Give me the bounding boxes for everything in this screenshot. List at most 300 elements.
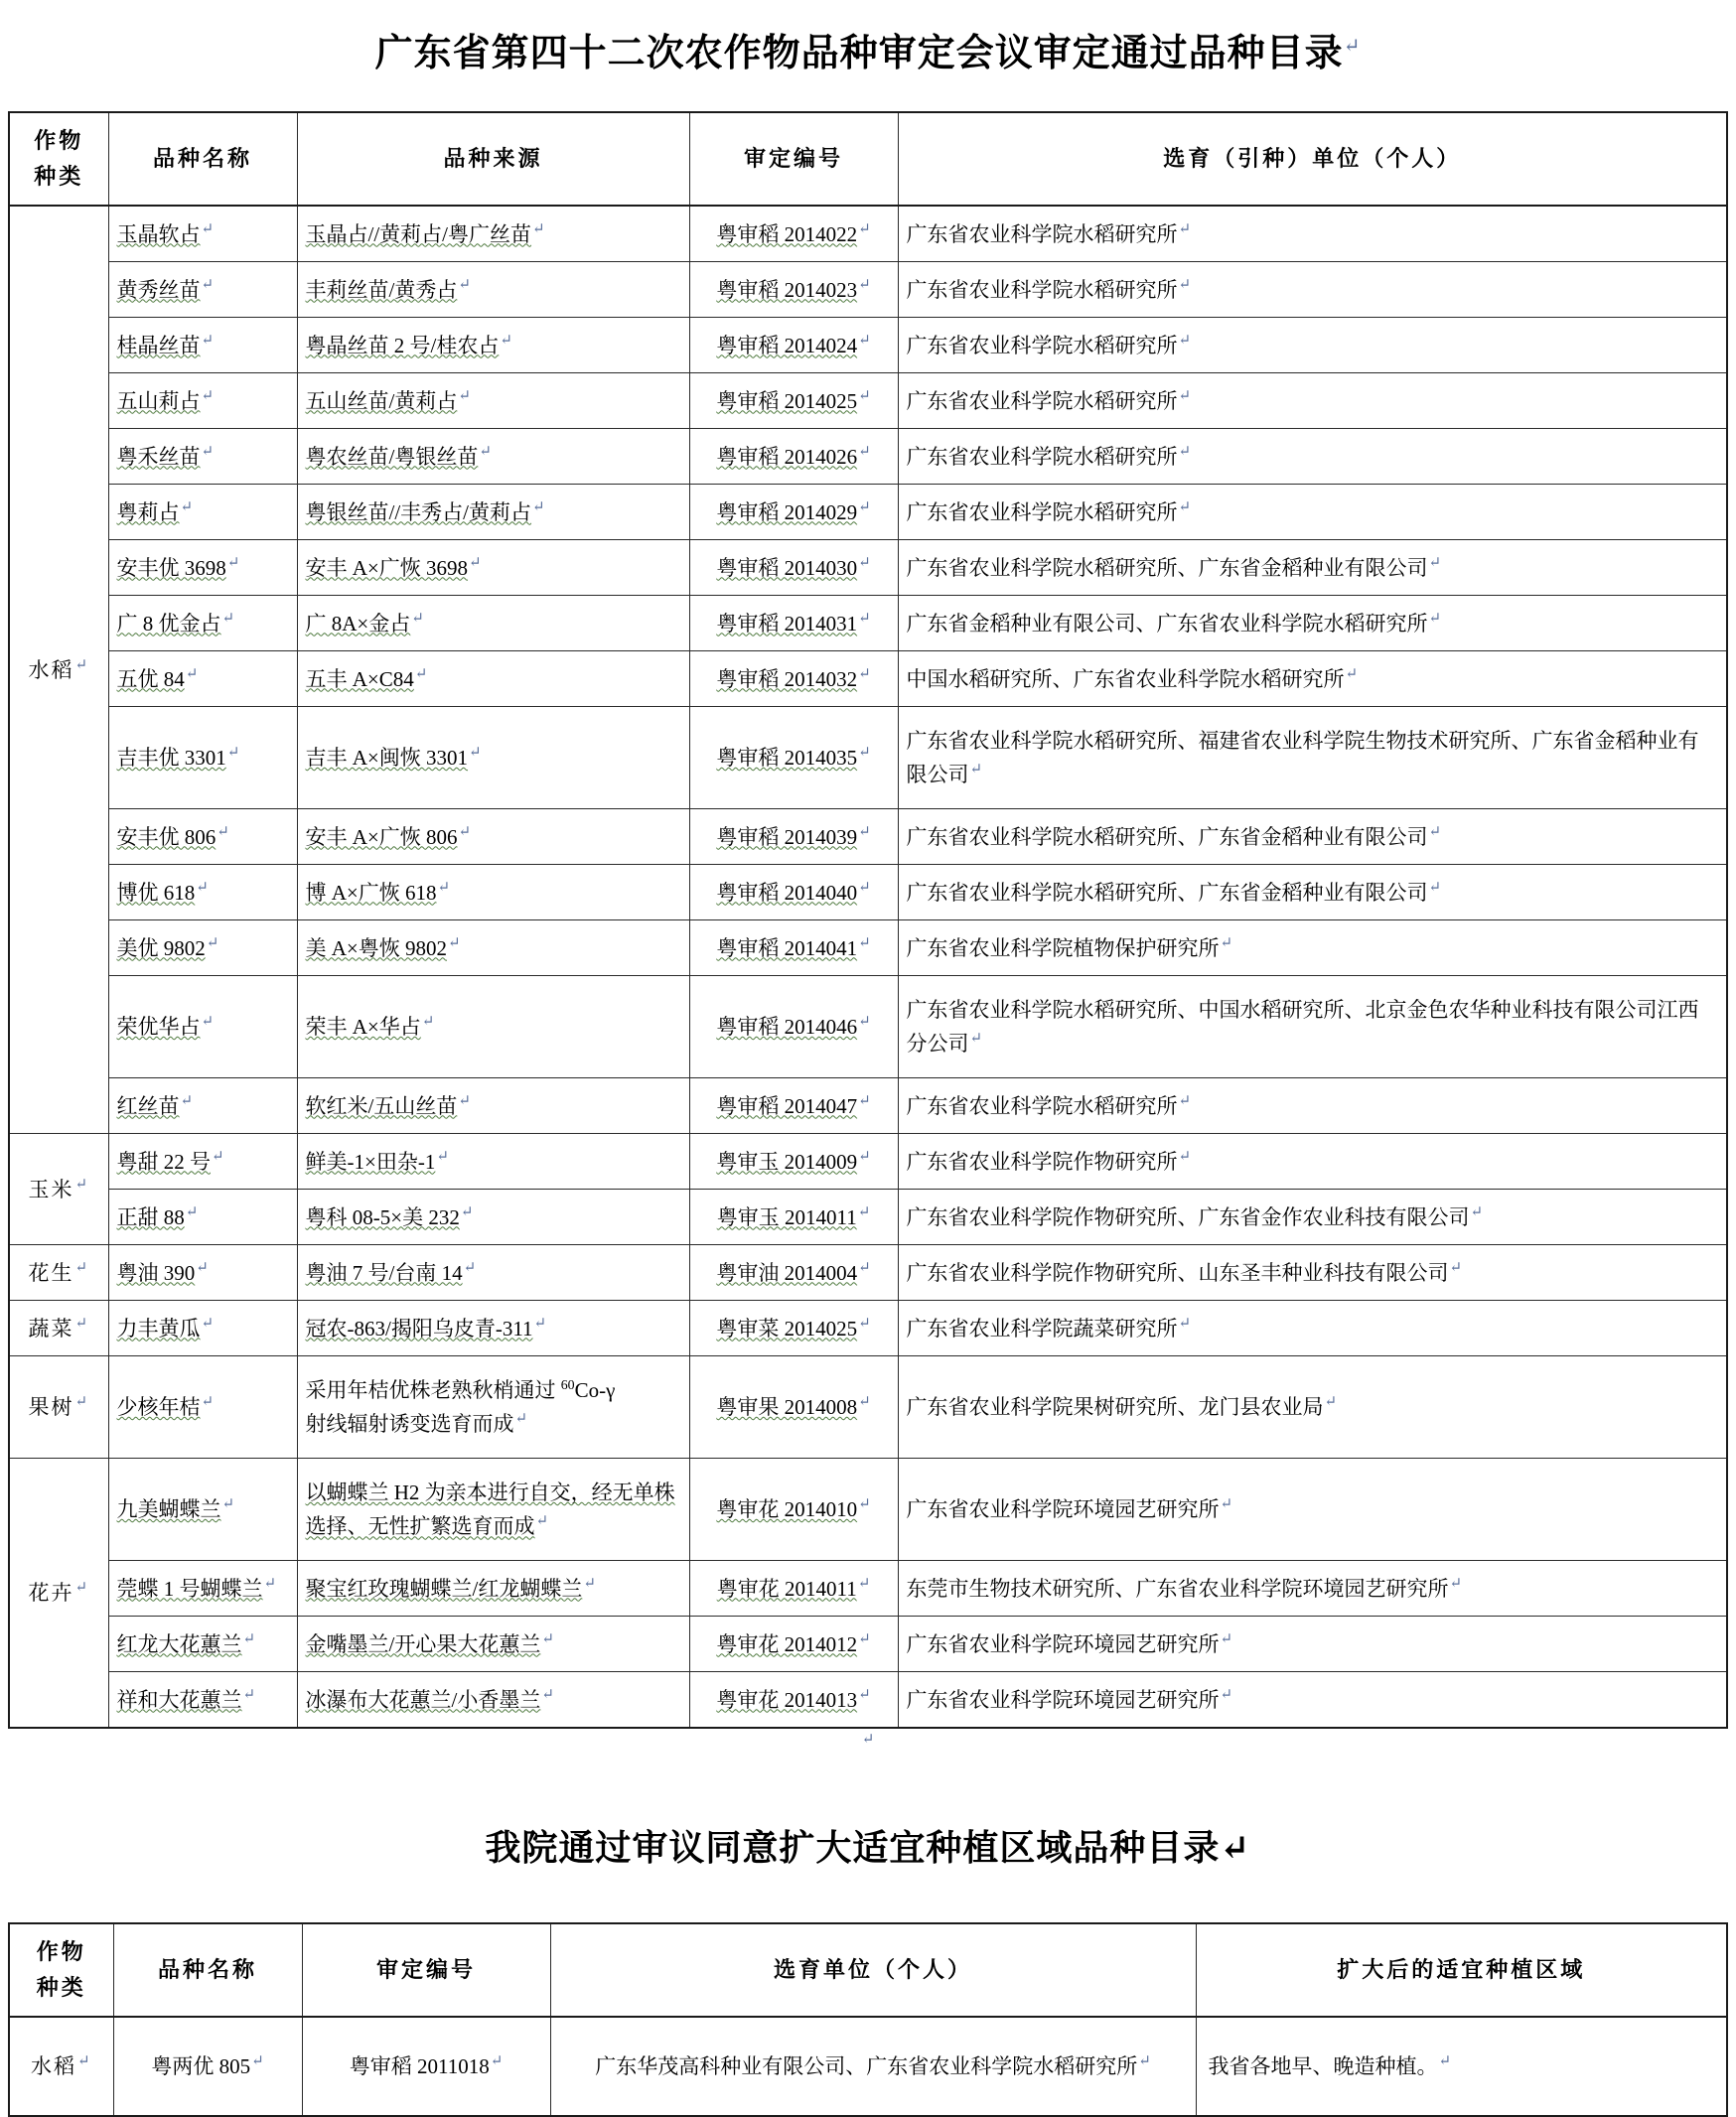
cell-variety-name xyxy=(108,429,297,485)
cell-variety-name-text: 少核年桔 xyxy=(116,1395,201,1420)
cell-approval-code xyxy=(689,1672,898,1729)
cell-variety-name xyxy=(108,920,297,976)
cell-variety-name xyxy=(108,976,297,1078)
pilcrow-mark: ↵ xyxy=(196,1259,209,1276)
pilcrow-mark: ↵ xyxy=(1220,1496,1233,1513)
cell-breeding-unit xyxy=(898,596,1727,651)
column-header-breeding-unit-2: 选育单位（个人） xyxy=(550,1923,1196,2017)
cell-approval-code-text: 粤审稻 2014023 xyxy=(716,277,858,302)
cell-breeding-unit xyxy=(898,1459,1727,1561)
cell-variety-source xyxy=(297,206,689,262)
pilcrow-mark: ↵ xyxy=(858,823,871,840)
cell-variety-name xyxy=(108,1561,297,1617)
pilcrow-mark: ↵ xyxy=(1138,2052,1151,2069)
cell-approval-code xyxy=(689,1356,898,1459)
pilcrow-mark: ↵ xyxy=(201,276,215,293)
pilcrow-mark: ↵ xyxy=(1220,934,1233,951)
cell-variety-source xyxy=(297,865,689,920)
pilcrow-mark: ↵ xyxy=(1428,610,1442,627)
table-row xyxy=(9,651,1727,707)
pilcrow-mark: ↵ xyxy=(1178,387,1192,404)
pilcrow-mark: ↵ xyxy=(221,1496,235,1513)
approved-varieties-table xyxy=(8,111,1728,1729)
cell-approval-code xyxy=(689,1134,898,1190)
cell-approval-code xyxy=(689,809,898,865)
cell-approval-code xyxy=(689,429,898,485)
cell-variety-source-text: 安丰 A×广恢 3698 xyxy=(305,555,469,580)
pilcrow-mark: ↵ xyxy=(1428,879,1442,896)
cell-variety-name xyxy=(108,1245,297,1301)
crop-category-text: 水稻 xyxy=(28,657,74,682)
cell-crop-category xyxy=(9,1459,108,1729)
cell-variety-source-text: 软红米/五山丝苗 xyxy=(305,1093,458,1118)
pilcrow-mark: ↵ xyxy=(411,610,424,627)
cell-approval-code-text: 粤审稻 2014046 xyxy=(716,1015,858,1040)
pilcrow-mark: ↵ xyxy=(858,1259,871,1276)
pilcrow-mark: ↵ xyxy=(201,1394,215,1411)
pilcrow-mark: ↵ xyxy=(242,1686,256,1703)
pilcrow-mark: ↵ xyxy=(541,1686,554,1703)
pilcrow-mark: ↵ xyxy=(858,1630,871,1647)
cell-variety-source-text: 丰莉丝苗/黄秀占 xyxy=(305,277,458,302)
table2-header-row xyxy=(9,1923,1727,2017)
pilcrow-mark: ↵ xyxy=(1470,1203,1484,1220)
table-row xyxy=(9,1078,1727,1134)
pilcrow-mark: ↵ xyxy=(858,554,871,571)
cell-breeding-unit xyxy=(898,373,1727,429)
pilcrow-mark: ↵ xyxy=(490,2052,504,2069)
pilcrow-mark: ↵ xyxy=(421,1014,435,1031)
pilcrow-mark: ↵ xyxy=(469,745,482,762)
cell-variety-name-text: 吉丰优 3301 xyxy=(116,746,226,771)
cell-breeding-unit-text: 广东省农业科学院植物保护研究所 xyxy=(906,935,1220,960)
cell-variety-source xyxy=(297,976,689,1078)
cell-variety-name xyxy=(108,707,297,809)
crop-category-text: 花生 xyxy=(28,1260,74,1285)
pilcrow-mark: ↵ xyxy=(74,1394,90,1411)
pilcrow-mark: ↵ xyxy=(858,665,871,682)
cell-variety-name xyxy=(108,596,297,651)
pilcrow-mark: ↵ xyxy=(858,443,871,460)
pilcrow-mark: ↵ xyxy=(858,1394,871,1411)
cell-variety-name xyxy=(108,318,297,373)
category-header-line2: 种类 xyxy=(34,164,84,191)
cell-variety-name-text: 粤油 390 xyxy=(116,1260,196,1285)
pilcrow-mark: ↵ xyxy=(1428,554,1442,571)
pilcrow-mark: ↵ xyxy=(201,387,215,404)
cell-variety-name-text: 红龙大花蕙兰 xyxy=(116,1631,242,1656)
pilcrow-mark: ↵ xyxy=(242,1630,256,1647)
pilcrow-mark: ↵ xyxy=(1449,1259,1463,1276)
cell-variety-source-text: 以蝴蝶兰 H2 为亲本进行自交，经无单株选择、无性扩繁选育而成 xyxy=(305,1480,675,1539)
cell-variety-name-text: 美优 9802 xyxy=(116,935,206,960)
table-row xyxy=(9,1356,1727,1459)
pilcrow-mark: ↵ xyxy=(437,879,451,896)
cell-breeding-unit xyxy=(898,1561,1727,1617)
cell-crop-category xyxy=(9,1245,108,1301)
cell-breeding-unit xyxy=(898,485,1727,540)
pilcrow-mark: ↵ xyxy=(196,879,209,896)
cell-variety-source xyxy=(297,373,689,429)
cell-approval-code xyxy=(689,865,898,920)
cell-variety-name-2 xyxy=(113,2017,302,2116)
cell-breeding-unit-text: 广东省农业科学院水稻研究所、广东省金稻种业有限公司 xyxy=(906,880,1428,905)
cell-variety-source-text: 粤晶丝苗 2 号/桂农占 xyxy=(305,333,500,357)
cell-expanded-region xyxy=(1196,2017,1727,2116)
table-row xyxy=(9,485,1727,540)
cell-breeding-unit-text: 广东省农业科学院水稻研究所 xyxy=(906,221,1178,246)
cell-variety-name-text: 五优 84 xyxy=(116,666,185,691)
cell-breeding-unit-text: 广东省农业科学院水稻研究所 xyxy=(906,388,1178,413)
cell-approval-code xyxy=(689,976,898,1078)
pilcrow-mark: ↵ xyxy=(583,1575,596,1592)
pilcrow-mark: ↵ xyxy=(858,1092,871,1109)
table2-body xyxy=(9,2017,1727,2116)
crop-category-2-text: 水稻 xyxy=(30,2053,76,2078)
cell-variety-source xyxy=(297,1190,689,1245)
cell-breeding-unit xyxy=(898,262,1727,318)
pilcrow-mark: ↵ xyxy=(541,1630,554,1647)
cell-approval-code xyxy=(689,1245,898,1301)
pilcrow-mark: ↵ xyxy=(74,1580,90,1597)
page-title xyxy=(0,25,1736,86)
cell-approval-code xyxy=(689,1617,898,1672)
cell-variety-source xyxy=(297,651,689,707)
table-row xyxy=(9,1617,1727,1672)
cell-variety-name xyxy=(108,1078,297,1134)
cell-breeding-unit-text: 广东省农业科学院水稻研究所 xyxy=(906,277,1178,302)
cell-approval-code-text: 粤审稻 2014041 xyxy=(716,935,858,960)
cell-breeding-unit-text: 广东省农业科学院水稻研究所、广东省金稻种业有限公司 xyxy=(906,555,1428,580)
cell-expanded-region-text: 我省各地早、晚造种植。 xyxy=(1208,2053,1438,2078)
pilcrow-mark: ↵ xyxy=(1178,276,1192,293)
cell-variety-name-text: 粤莉占 xyxy=(116,499,180,524)
pilcrow-mark: ↵ xyxy=(1178,332,1192,349)
cell-breeding-unit xyxy=(898,1245,1727,1301)
table-row xyxy=(9,318,1727,373)
cell-approval-code xyxy=(689,707,898,809)
pilcrow-mark: ↵ xyxy=(201,1315,215,1332)
pilcrow-mark: ↵ xyxy=(74,1315,90,1332)
cell-approval-code-text: 粤审稻 2014024 xyxy=(716,333,858,357)
cell-variety-name xyxy=(108,1459,297,1561)
cell-breeding-unit-text: 广东省农业科学院环境园艺研究所 xyxy=(906,1631,1220,1656)
cell-approval-code xyxy=(689,1561,898,1617)
cell-crop-category-2 xyxy=(9,2017,113,2116)
cell-variety-source-text: 美 A×粤恢 9802 xyxy=(305,935,448,960)
cell-breeding-unit xyxy=(898,1301,1727,1356)
pilcrow-mark: ↵ xyxy=(185,1203,199,1220)
cell-breeding-unit xyxy=(898,809,1727,865)
cell-variety-name xyxy=(108,1190,297,1245)
table-row xyxy=(9,540,1727,596)
crop-category-text: 果树 xyxy=(28,1395,74,1420)
cell-breeding-unit xyxy=(898,1078,1727,1134)
cell-approval-code-text: 粤审花 2014013 xyxy=(716,1687,858,1712)
table-row xyxy=(9,262,1727,318)
pilcrow-mark: ↵ xyxy=(1345,665,1359,682)
cell-variety-name-text: 广 8 优金占 xyxy=(116,611,221,635)
column-header-breeding-unit: 选育（引种）单位（个人） xyxy=(898,112,1727,206)
pilcrow-mark: ↵ xyxy=(1178,443,1192,460)
cell-variety-name xyxy=(108,1672,297,1729)
cell-breeding-unit-text: 广东省农业科学院水稻研究所、广东省金稻种业有限公司 xyxy=(906,824,1428,849)
cell-approval-code xyxy=(689,373,898,429)
cell-breeding-unit-text: 广东省农业科学院作物研究所、山东圣丰种业科技有限公司 xyxy=(906,1260,1449,1285)
pilcrow-mark: ↵ xyxy=(532,498,545,515)
cell-variety-source xyxy=(297,1561,689,1617)
cell-breeding-unit-text: 广东省农业科学院水稻研究所 xyxy=(906,444,1178,469)
cell-variety-name-text: 粤甜 22 号 xyxy=(116,1149,211,1174)
cell-variety-name xyxy=(108,865,297,920)
source-text-part2: 射线辐射诱变选育而成 xyxy=(305,1412,514,1437)
table-body xyxy=(9,206,1727,1728)
category2-header-line1: 作物 xyxy=(36,1938,86,1965)
table-row xyxy=(9,865,1727,920)
pilcrow-mark: ↵ xyxy=(460,1203,474,1220)
cell-approval-code-text: 粤审玉 2014011 xyxy=(716,1204,857,1229)
cell-variety-source xyxy=(297,1459,689,1561)
page-title-text: 广东省第四十二次农作物品种审定会议审定通过品种目录 xyxy=(374,30,1344,75)
cell-breeding-unit-text: 东莞市生物技术研究所、广东省农业科学院环境园艺研究所 xyxy=(906,1576,1449,1601)
pilcrow-mark: ↵ xyxy=(857,1203,871,1220)
table-row xyxy=(9,707,1727,809)
cell-variety-source-text: 安丰 A×广恢 806 xyxy=(305,824,458,849)
cell-variety-source-text: 粤银丝苗//丰秀占/黄莉占 xyxy=(305,499,532,524)
paragraph-mark: ↵ xyxy=(861,1732,875,1749)
pilcrow-mark: ↵ xyxy=(458,823,472,840)
cell-variety-name xyxy=(108,540,297,596)
cell-variety-name xyxy=(108,373,297,429)
cell-variety-source-text: 五丰 A×C84 xyxy=(305,666,414,691)
cell-variety-name xyxy=(108,262,297,318)
cell-variety-name-text: 安丰优 3698 xyxy=(116,555,226,580)
cell-variety-name-text: 红丝苗 xyxy=(116,1093,180,1118)
cell-approval-code-text: 粤审稻 2014031 xyxy=(716,611,858,635)
cell-breeding-unit xyxy=(898,1356,1727,1459)
cell-breeding-unit-text: 广东省农业科学院水稻研究所、中国水稻研究所、北京金色农华种业科技有限公司江西分公司 xyxy=(906,997,1699,1057)
table-row xyxy=(9,1672,1727,1729)
pilcrow-mark: ↵ xyxy=(458,276,471,293)
cell-breeding-unit-2-text: 广东华茂高科种业有限公司、广东省农业科学院水稻研究所 xyxy=(595,2053,1138,2078)
cell-variety-name xyxy=(108,1301,297,1356)
column-header-approval-code: 审定编号 xyxy=(689,112,898,206)
table-row xyxy=(9,976,1727,1078)
cell-breeding-unit xyxy=(898,540,1727,596)
pilcrow-mark: ↵ xyxy=(858,276,871,293)
pilcrow-mark: ↵ xyxy=(1220,1686,1233,1703)
cell-variety-source-text: 冠农-863/揭阳乌皮青-311 xyxy=(305,1316,533,1341)
cell-breeding-unit xyxy=(898,976,1727,1078)
cell-variety-name xyxy=(108,1356,297,1459)
source-text-isotope: Co-γ xyxy=(574,1377,616,1402)
cell-variety-source xyxy=(297,596,689,651)
cell-variety-source xyxy=(297,1134,689,1190)
pilcrow-mark-2: ↵ xyxy=(1220,1827,1251,1870)
cell-approval-code xyxy=(689,596,898,651)
cell-approval-code-text: 粤审菜 2014025 xyxy=(716,1316,858,1341)
second-section-title xyxy=(0,1780,1736,1893)
pilcrow-mark: ↵ xyxy=(1343,33,1362,58)
pilcrow-mark: ↵ xyxy=(1178,498,1192,515)
pilcrow-mark: ↵ xyxy=(514,1411,528,1428)
cell-approval-code-text: 粤审稻 2014032 xyxy=(716,666,858,691)
cell-breeding-unit xyxy=(898,865,1727,920)
table-header xyxy=(9,112,1727,206)
pilcrow-mark: ↵ xyxy=(221,610,235,627)
cell-approval-code-text: 粤审稻 2014047 xyxy=(716,1093,858,1118)
pilcrow-mark: ↵ xyxy=(458,387,471,404)
cell-approval-code xyxy=(689,1078,898,1134)
pilcrow-mark: ↵ xyxy=(479,443,492,460)
pilcrow-mark: ↵ xyxy=(858,934,871,951)
cell-crop-category xyxy=(9,206,108,1134)
table2-row xyxy=(9,2017,1727,2116)
cell-variety-name-text: 莞蝶 1 号蝴蝶兰 xyxy=(116,1576,263,1601)
cell-variety-source xyxy=(297,262,689,318)
column-header-category xyxy=(9,112,108,206)
pilcrow-mark: ↵ xyxy=(858,1014,871,1031)
cell-approval-code-text: 粤审油 2014004 xyxy=(716,1260,858,1285)
isotope-superscript: 60 xyxy=(560,1376,575,1392)
cell-variety-source xyxy=(297,1356,689,1459)
cell-variety-source xyxy=(297,485,689,540)
second-title-text: 我院通过审议同意扩大适宜种植区域品种目录 xyxy=(485,1827,1221,1870)
cell-variety-name xyxy=(108,651,297,707)
pilcrow-mark: ↵ xyxy=(263,1575,277,1592)
cell-approval-code xyxy=(689,485,898,540)
pilcrow-mark: ↵ xyxy=(857,1575,871,1592)
table2-header xyxy=(9,1923,1727,2017)
cell-variety-source-text: 金嘴墨兰/开心果大花蕙兰 xyxy=(305,1631,541,1656)
pilcrow-mark: ↵ xyxy=(251,2052,264,2069)
cell-variety-name-text: 五山莉占 xyxy=(116,388,201,413)
cell-variety-source xyxy=(297,809,689,865)
cell-variety-name-text: 荣优华占 xyxy=(116,1015,201,1040)
cell-variety-source-text: 粤农丝苗/粤银丝苗 xyxy=(305,444,479,469)
cell-variety-source-text: 粤科 08-5×美 232 xyxy=(305,1204,460,1229)
cell-approval-code xyxy=(689,1301,898,1356)
column-header-variety-source: 品种来源 xyxy=(297,112,689,206)
pilcrow-mark: ↵ xyxy=(535,1513,549,1530)
cell-variety-name xyxy=(108,809,297,865)
category2-header-line2: 种类 xyxy=(36,1975,86,2002)
cell-approval-code-text: 粤审玉 2014009 xyxy=(716,1149,858,1174)
table-row xyxy=(9,809,1727,865)
pilcrow-mark: ↵ xyxy=(858,1496,871,1513)
cell-approval-code-2 xyxy=(302,2017,550,2116)
cell-breeding-unit-text: 广东省农业科学院环境园艺研究所 xyxy=(906,1687,1220,1712)
column-header-variety-name-2: 品种名称 xyxy=(113,1923,302,2017)
cell-breeding-unit-text: 广东省金稻种业有限公司、广东省农业科学院水稻研究所 xyxy=(906,611,1428,635)
cell-approval-code xyxy=(689,262,898,318)
pilcrow-mark: ↵ xyxy=(76,2052,92,2069)
cell-approval-code xyxy=(689,1459,898,1561)
cell-variety-name xyxy=(108,1134,297,1190)
cell-variety-name-text: 粤禾丝苗 xyxy=(116,444,201,469)
cell-breeding-unit xyxy=(898,707,1727,809)
pilcrow-mark: ↵ xyxy=(185,665,199,682)
cell-approval-code-text: 粤审稻 2014030 xyxy=(716,555,858,580)
pilcrow-mark: ↵ xyxy=(969,1031,983,1048)
cell-approval-code-text: 粤审稻 2014039 xyxy=(716,824,858,849)
cell-variety-source xyxy=(297,1672,689,1729)
pilcrow-mark: ↵ xyxy=(858,498,871,515)
pilcrow-mark: ↵ xyxy=(180,1092,194,1109)
cell-variety-source xyxy=(297,1617,689,1672)
cell-variety-name xyxy=(108,485,297,540)
cell-variety-name-text: 安丰优 806 xyxy=(116,824,217,849)
pilcrow-mark: ↵ xyxy=(858,610,871,627)
pilcrow-mark: ↵ xyxy=(469,554,482,571)
cell-approval-code-text: 粤审稻 2014040 xyxy=(716,880,858,905)
pilcrow-mark: ↵ xyxy=(180,498,194,515)
cell-variety-name-text: 玉晶软占 xyxy=(116,221,201,246)
cell-crop-category xyxy=(9,1301,108,1356)
table-row xyxy=(9,373,1727,429)
cell-variety-source xyxy=(297,920,689,976)
cell-approval-code-text: 粤审稻 2014029 xyxy=(716,499,858,524)
pilcrow-mark: ↵ xyxy=(212,1148,224,1165)
cell-variety-source xyxy=(297,1245,689,1301)
pilcrow-mark: ↵ xyxy=(858,1148,871,1165)
pilcrow-mark: ↵ xyxy=(858,1686,871,1703)
cell-approval-code-text: 粤审果 2014008 xyxy=(716,1395,858,1420)
cell-variety-name-text: 祥和大花蕙兰 xyxy=(116,1687,242,1712)
cell-approval-code xyxy=(689,920,898,976)
crop-category-text: 花卉 xyxy=(28,1581,74,1606)
table-header-row xyxy=(9,112,1727,206)
table-row xyxy=(9,429,1727,485)
cell-variety-name xyxy=(108,1617,297,1672)
pilcrow-mark: ↵ xyxy=(1438,2052,1452,2069)
pilcrow-mark: ↵ xyxy=(533,1315,547,1332)
cell-breeding-unit-text: 广东省农业科学院蔬菜研究所 xyxy=(906,1316,1178,1341)
category-header-line1: 作物 xyxy=(34,128,84,155)
pilcrow-mark: ↵ xyxy=(436,1148,449,1165)
expanded-region-table xyxy=(8,1922,1728,2117)
cell-breeding-unit xyxy=(898,429,1727,485)
pilcrow-mark: ↵ xyxy=(206,934,219,951)
pilcrow-mark: ↵ xyxy=(1178,1092,1192,1109)
pilcrow-mark: ↵ xyxy=(217,823,229,840)
cell-breeding-unit-2 xyxy=(550,2017,1196,2116)
cell-variety-source xyxy=(297,707,689,809)
pilcrow-mark: ↵ xyxy=(201,332,215,349)
table-row xyxy=(9,1190,1727,1245)
cell-breeding-unit-text: 广东省农业科学院作物研究所、广东省金作农业科技有限公司 xyxy=(906,1204,1470,1229)
pilcrow-mark: ↵ xyxy=(858,879,871,896)
table-row xyxy=(9,920,1727,976)
pilcrow-mark: ↵ xyxy=(858,745,871,762)
cell-variety-source-text: 粤油 7 号/台南 14 xyxy=(305,1260,463,1285)
cell-approval-code-text: 粤审稻 2014022 xyxy=(716,221,858,246)
table-row xyxy=(9,1301,1727,1356)
pilcrow-mark: ↵ xyxy=(74,656,90,673)
pilcrow-mark: ↵ xyxy=(458,1092,471,1109)
cell-approval-code xyxy=(689,651,898,707)
cell-breeding-unit xyxy=(898,1672,1727,1729)
pilcrow-mark: ↵ xyxy=(201,1014,215,1031)
cell-variety-name-text: 博优 618 xyxy=(116,880,196,905)
cell-variety-source-text: 聚宝红玫瑰蝴蝶兰/红龙蝴蝶兰 xyxy=(305,1576,583,1601)
cell-breeding-unit-text: 广东省农业科学院水稻研究所 xyxy=(906,333,1178,357)
cell-approval-code xyxy=(689,206,898,262)
cell-approval-code-text: 粤审稻 2014035 xyxy=(716,746,858,771)
column-header-expanded-region: 扩大后的适宜种植区域 xyxy=(1196,1923,1727,2017)
cell-breeding-unit-text: 广东省农业科学院水稻研究所 xyxy=(906,1093,1178,1118)
pilcrow-mark: ↵ xyxy=(1178,1148,1192,1165)
